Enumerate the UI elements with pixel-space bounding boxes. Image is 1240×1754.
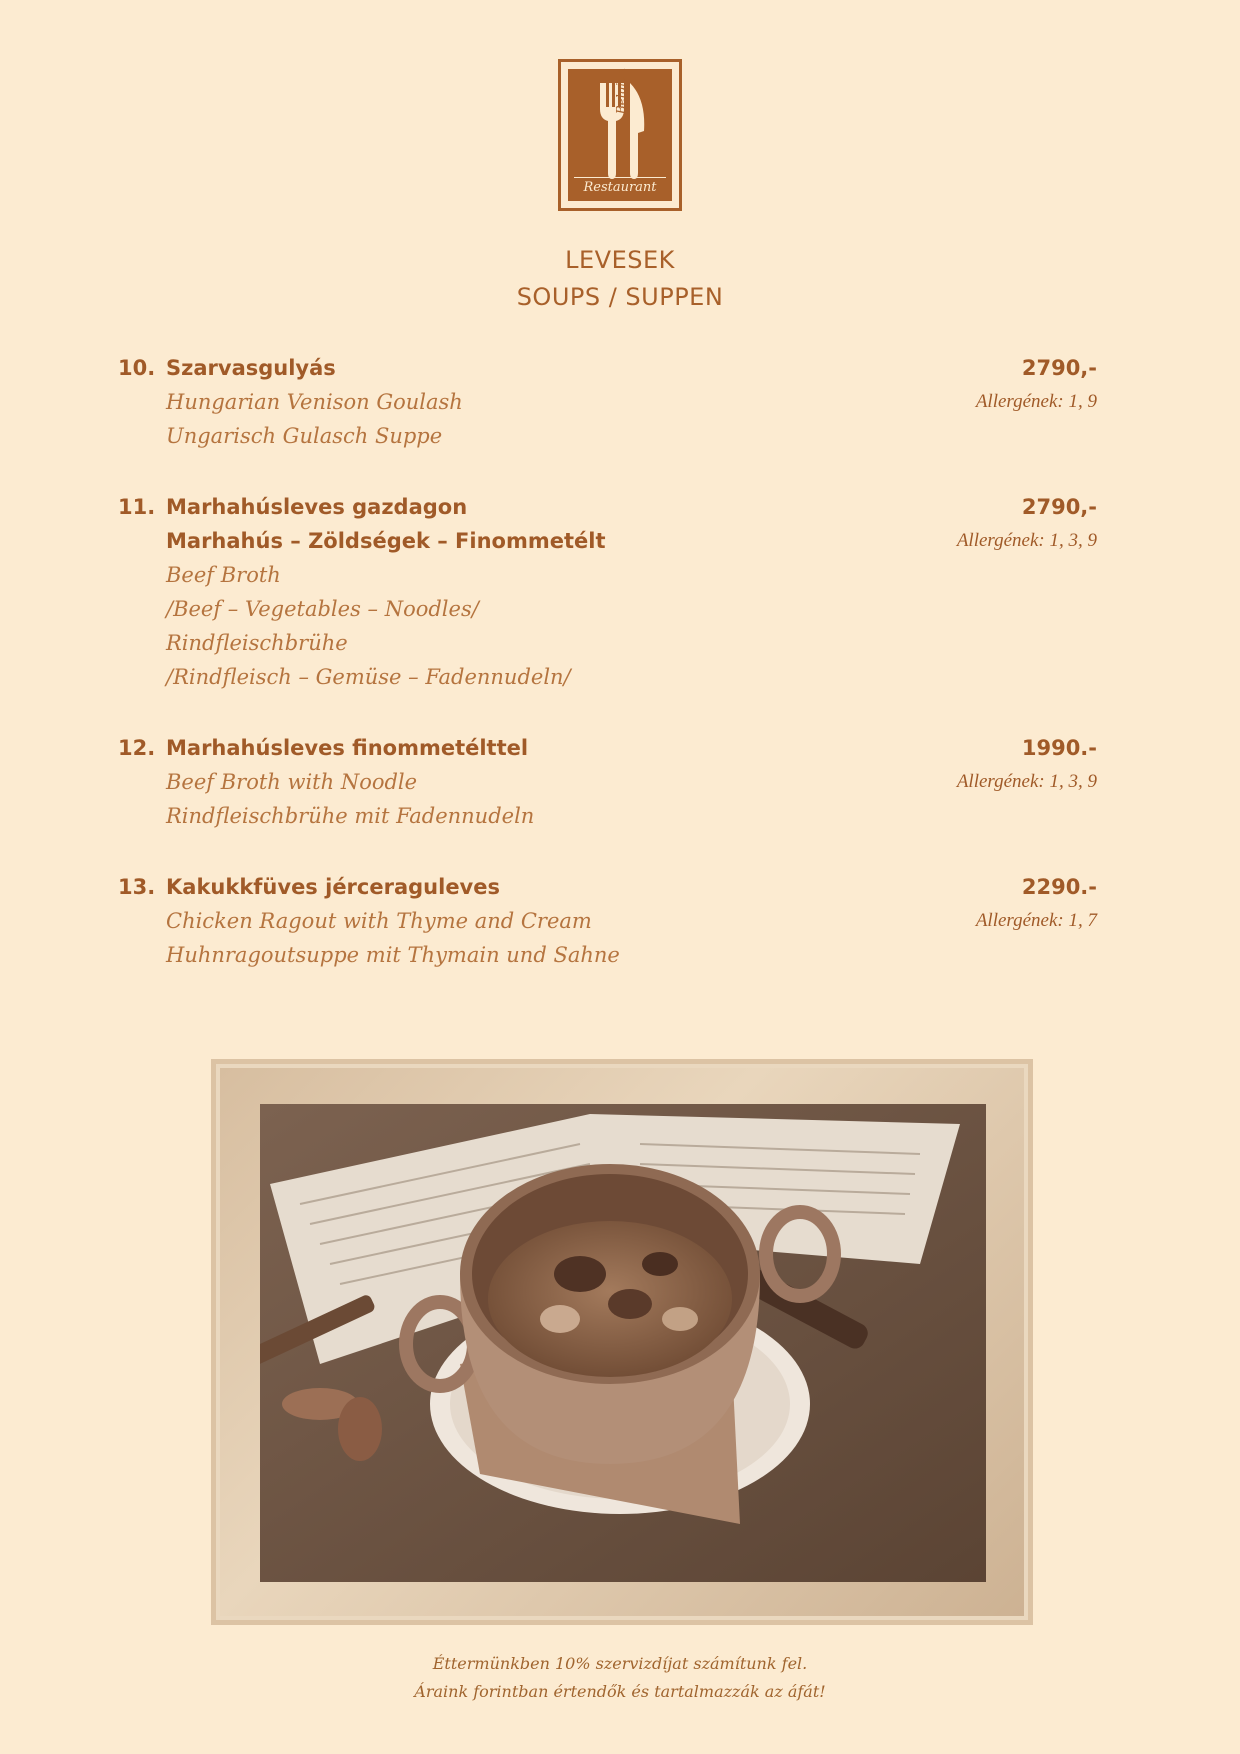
footer-price-note: Áraink forintban értendők és tartalmazzák az áfát!: [414, 1682, 826, 1701]
item-number: 10.: [118, 356, 156, 380]
item-name-de: Rindfleischbrühe mit Fadennudeln: [166, 804, 535, 828]
item-name-hu: Marhahúsleves finommetélttel: [166, 736, 529, 760]
item-name-en: Chicken Ragout with Thyme and Cream: [166, 909, 592, 933]
soup-photo: [260, 1104, 986, 1582]
logo-text-belgian: Belgian: [614, 67, 628, 115]
section-title-hu: LEVESEK: [565, 246, 675, 274]
item-price: 2790,-: [1021, 495, 1097, 519]
item-price: 1990.-: [1021, 736, 1097, 760]
item-name-en: Beef Broth with Noodle: [166, 770, 418, 794]
item-name-de: Ungarisch Gulasch Suppe: [166, 424, 443, 448]
item-name-hu: Kakukkfüves jérceraguleves: [166, 875, 500, 899]
item-number: 11.: [118, 495, 156, 519]
restaurant-logo: [558, 59, 682, 211]
item-allergens: Allergének: 1, 9: [975, 391, 1097, 412]
item-price: 2790,-: [1021, 356, 1097, 380]
item-name-hu: Marhahúsleves gazdagon: [166, 495, 468, 519]
item-number: 12.: [118, 736, 156, 760]
item-number: 13.: [118, 875, 156, 899]
item-name-de: Rindfleischbrühe: [166, 631, 348, 655]
item-name-en: Beef Broth: [166, 563, 281, 587]
footer-service-charge: Éttermünkben 10% szervizdíjat számítunk fel.: [432, 1654, 808, 1673]
item-name-en: Hungarian Venison Goulash: [166, 390, 463, 414]
item-allergens: Allergének: 1, 7: [975, 910, 1097, 931]
item-price: 2290.-: [1021, 875, 1097, 899]
logo-panel: [568, 69, 672, 201]
item-allergens: Allergének: 1, 3, 9: [956, 771, 1097, 792]
item-subtitle-hu: Marhahús – Zöldségek – Finommetélt: [166, 529, 606, 553]
section-title-en-de: SOUPS / SUPPEN: [516, 283, 724, 311]
item-subtitle-en: /Beef – Vegetables – Noodles/: [166, 597, 479, 621]
item-subtitle-de: /Rindfleisch – Gemüse – Fadennudeln/: [166, 665, 571, 689]
item-name-hu: Szarvasgulyás: [166, 356, 336, 380]
item-allergens: Allergének: 1, 3, 9: [956, 530, 1097, 551]
logo-text-restaurant: Restaurant: [574, 177, 666, 198]
item-name-de: Huhnragoutsuppe mit Thymain und Sahne: [166, 943, 620, 967]
